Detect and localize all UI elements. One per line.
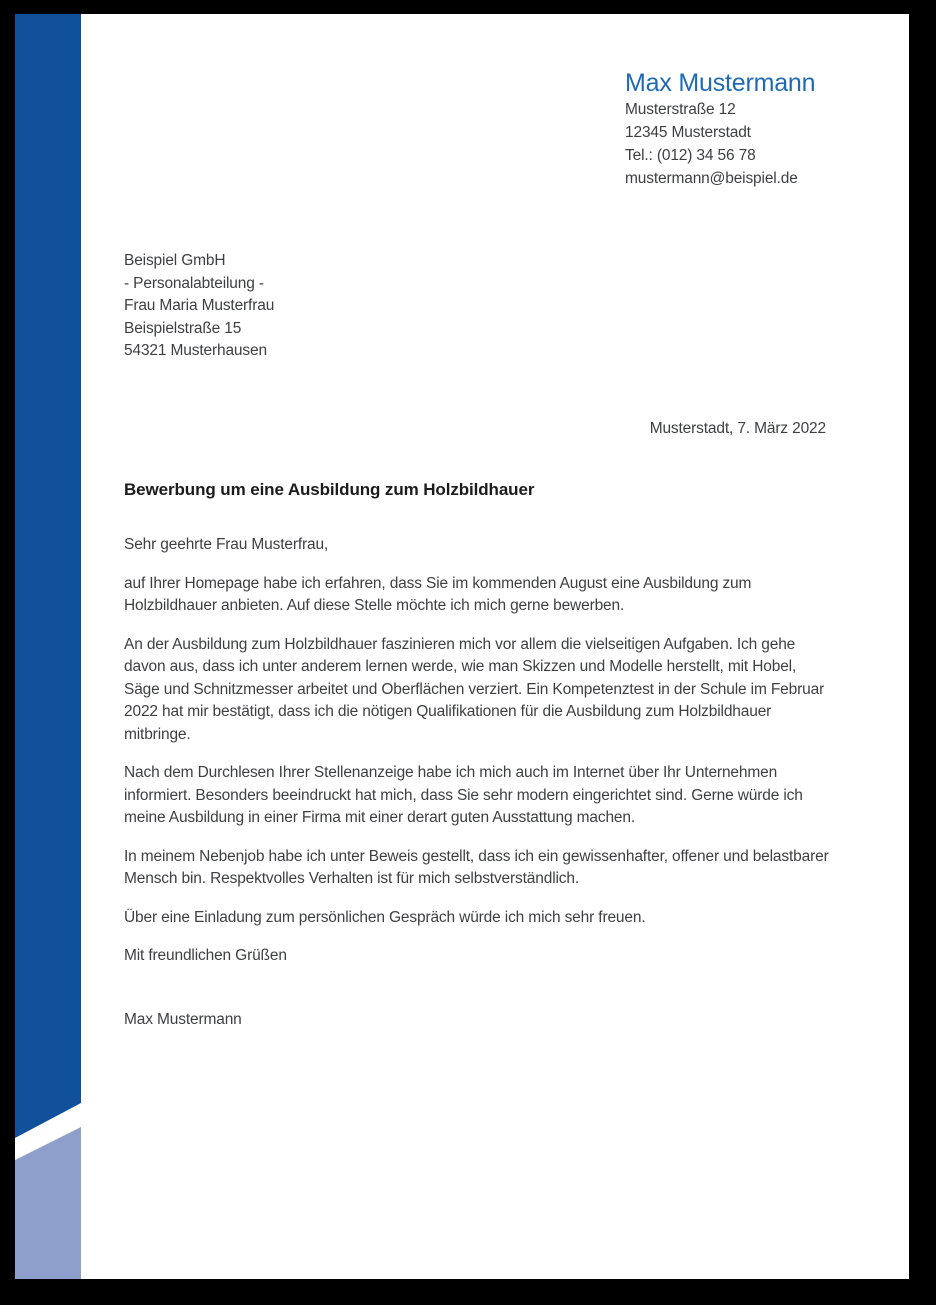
recipient-department: - Personalabteilung - xyxy=(124,274,264,292)
paragraph-2: An der Ausbildung zum Holzbildhauer faszinieren mich vor allem die vielseitigen Aufgaben. Ich gehe davon aus, dass ich unter anderem lernen werde, wie man Skizzen und Modelle herstellt, mit Hobel, Säge und Schnitzmesser arbeitet und Oberflächen verziert. Ein Kompetenztest in der Schule im Februar 2022 hat mir bestätigt, dass ich die nötigen Qualifikationen für die Ausbildung zum Holzbildhauer mitbringe. xyxy=(124,635,825,743)
recipient-block xyxy=(124,250,274,363)
sender-city: 12345 Musterstadt xyxy=(625,124,751,141)
recipient-street: Beispielstraße 15 xyxy=(124,319,242,337)
salutation: Sehr geehrte Frau Musterfrau, xyxy=(124,536,329,553)
paragraph-5: Über eine Einladung zum persönlichen Gespräch würde ich mich sehr freuen. xyxy=(124,908,646,926)
signature-name: Max Mustermann xyxy=(124,1010,242,1028)
paragraph-3: Nach dem Durchlesen Ihrer Stellenanzeige habe ich mich auch im Internet über Ihr Unternehmen informiert. Besonders beeindruckt hat mich, dass Sie sehr modern eingerichtet sind. Gerne würde ich meine Ausbildung in einer Firma mit einer derart guten Ausstattung machen. xyxy=(124,764,803,826)
recipient-city: 54321 Musterhausen xyxy=(124,342,267,360)
closing-formula: Mit freundlichen Grüßen xyxy=(124,947,287,964)
letter-page xyxy=(15,14,909,1279)
sender-phone: Tel.: (012) 34 56 78 xyxy=(625,147,756,164)
recipient-contact: Frau Maria Musterfrau xyxy=(124,297,275,315)
sender-street: Musterstraße 12 xyxy=(625,101,736,118)
accent-stripe-dark xyxy=(15,14,81,1279)
subject-line: Bewerbung um eine Ausbildung zum Holzbildhauer xyxy=(124,480,535,499)
sender-block xyxy=(625,69,885,190)
date-line: Musterstadt, 7. März 2022 xyxy=(649,420,826,437)
sender-name: Max Mustermann xyxy=(625,69,816,97)
recipient-company: Beispiel GmbH xyxy=(124,252,226,269)
letter-body xyxy=(124,534,830,1047)
paragraph-4: In meinem Nebenjob habe ich unter Beweis gestellt, dass ich ein gewissenhafter, offener und belastbarer Mensch bin. Respektvolles Verhalten ist für mich selbstverständlich. xyxy=(124,847,829,887)
accent-stripe xyxy=(15,14,81,1279)
sender-email: mustermann@beispiel.de xyxy=(625,170,798,187)
paragraph-1: auf Ihrer Homepage habe ich erfahren, dass Sie im kommenden August eine Ausbildung zum Holzbildhauer anbieten. Auf diese Stelle möchte ich mich gerne bewerben. xyxy=(124,574,752,614)
